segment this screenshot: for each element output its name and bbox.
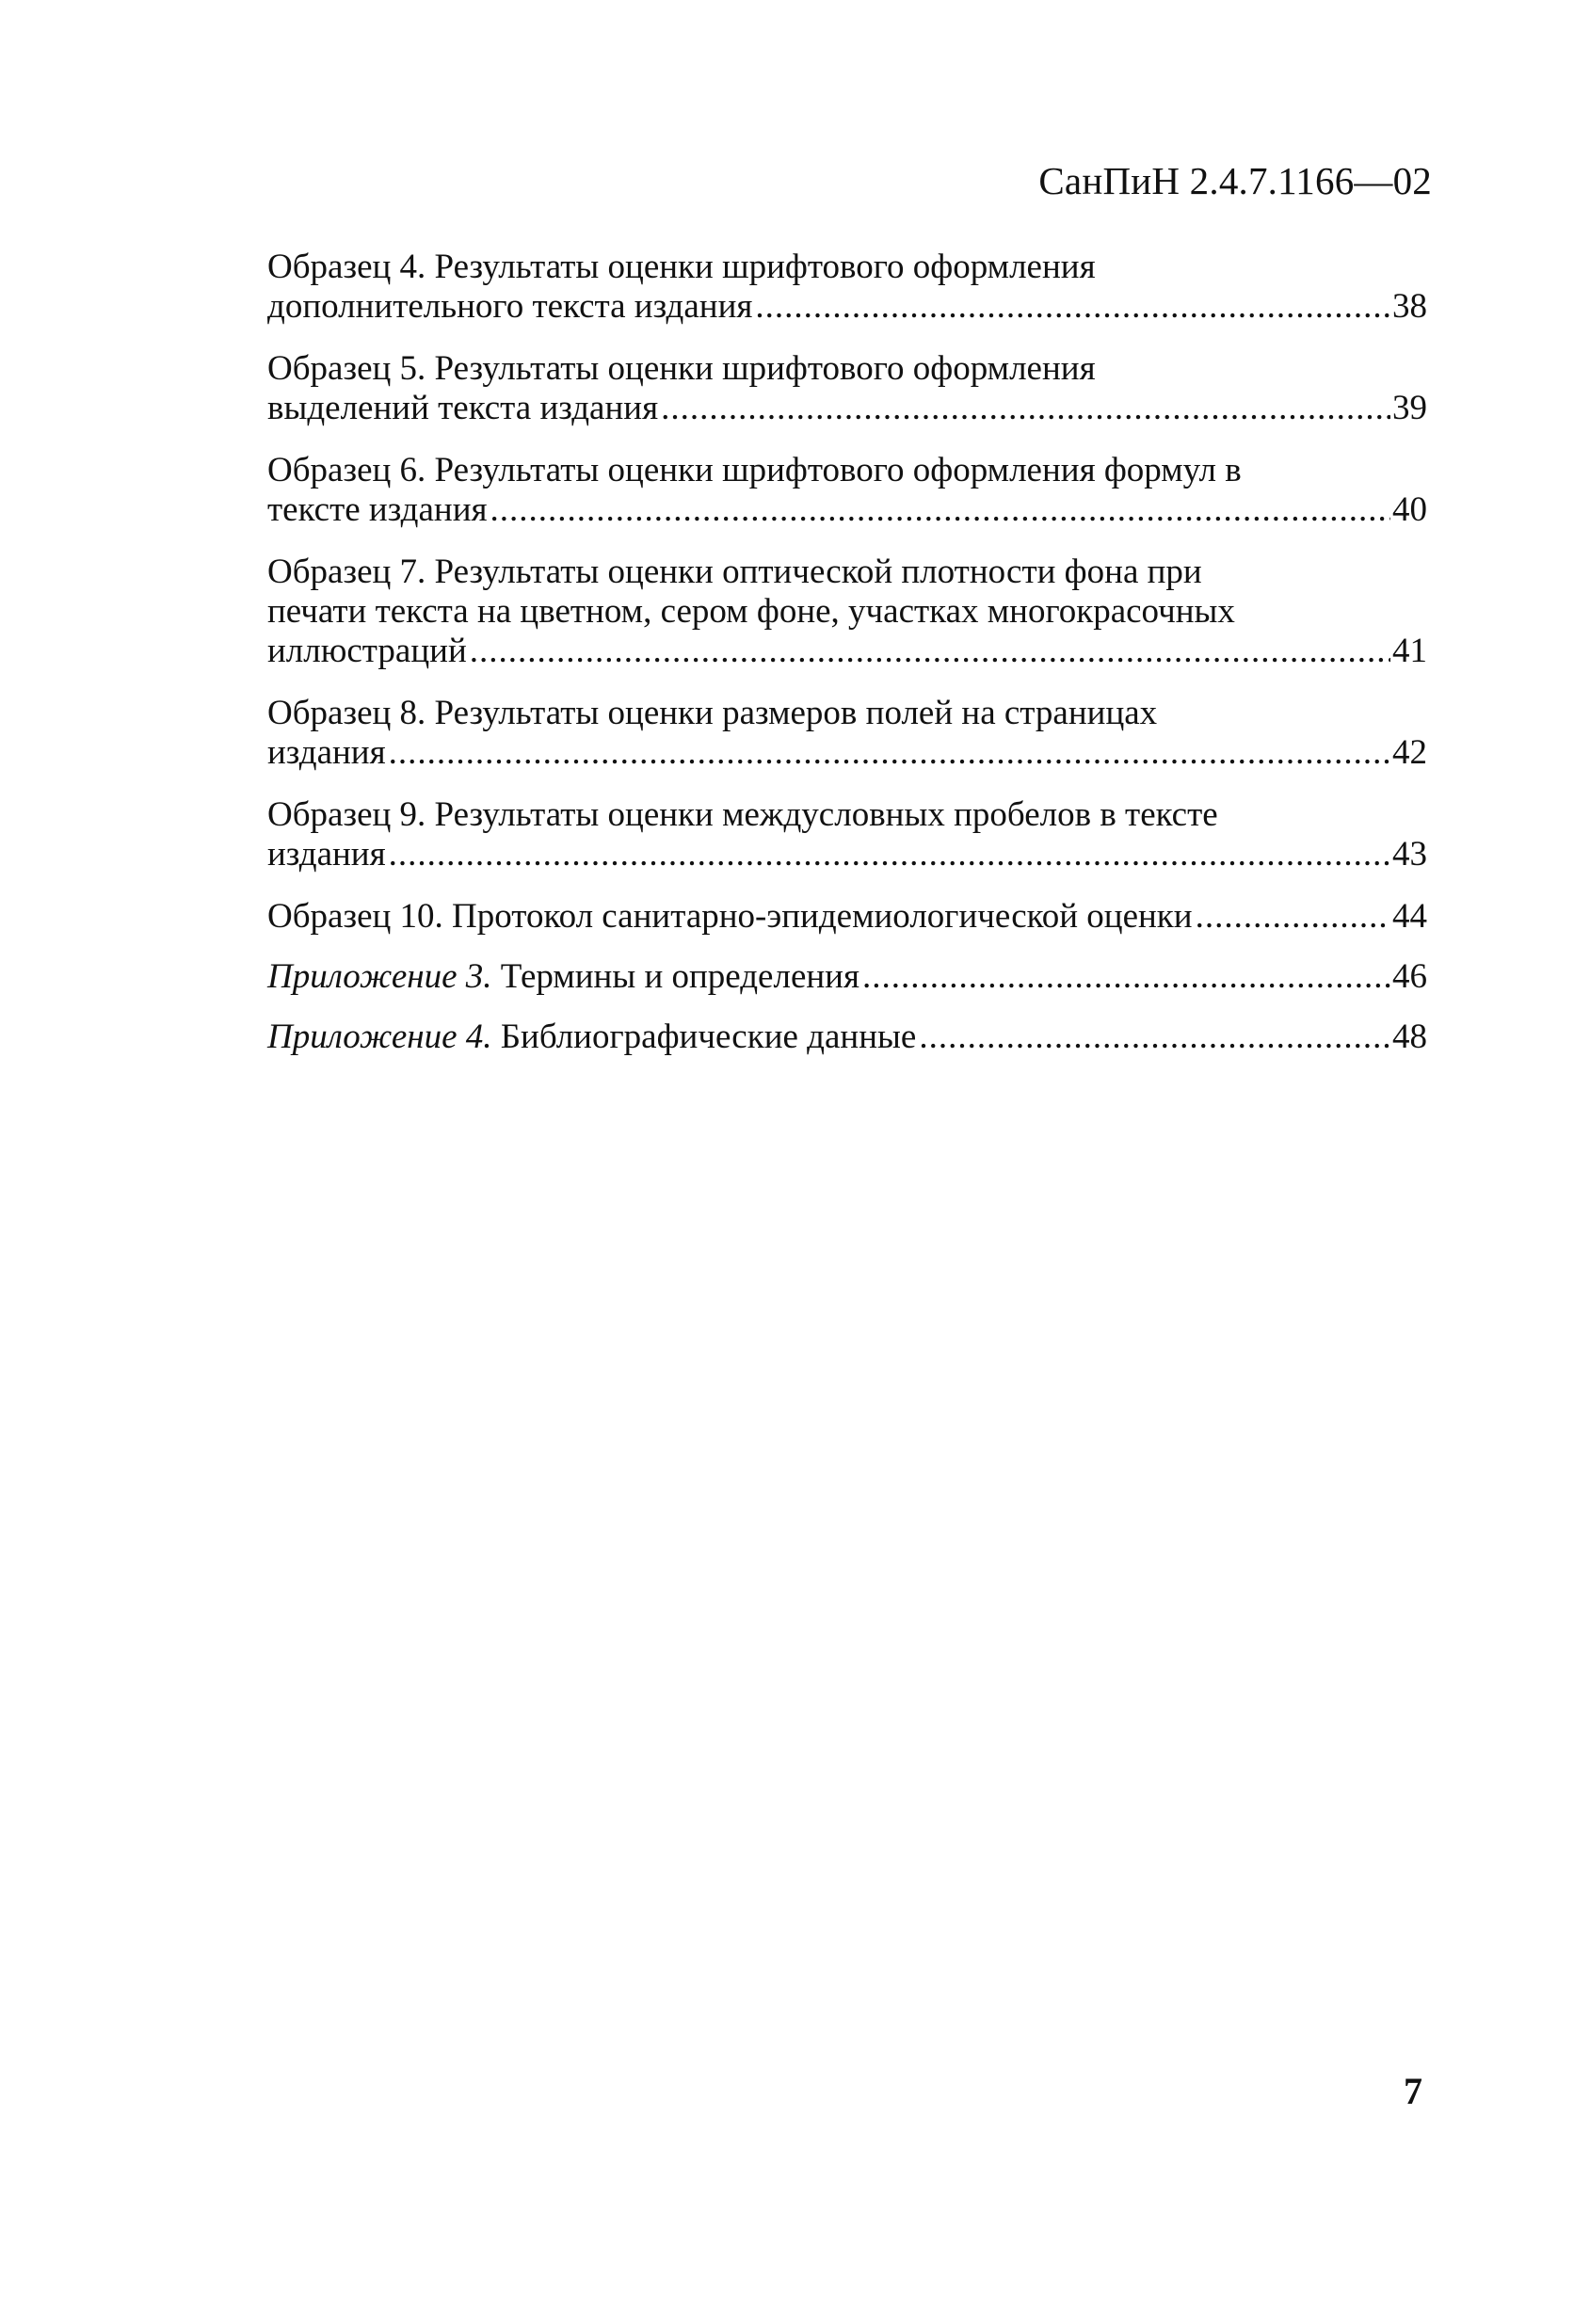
dot-leader xyxy=(755,287,1390,327)
toc-entry-last-line xyxy=(267,897,1427,937)
dot-leader xyxy=(862,957,1390,997)
toc-entry-title-end: тексте издания xyxy=(267,490,488,529)
dot-leader xyxy=(470,632,1390,671)
toc-page-number: 46 xyxy=(1392,957,1427,996)
toc-page-number: 44 xyxy=(1392,897,1427,936)
toc-entry-title-line: Образец 9. Результаты оценки междусловных пробелов в тексте xyxy=(267,795,1218,834)
toc-entry-title-end: иллюстраций xyxy=(267,632,467,670)
toc-entry-last-line xyxy=(267,835,1427,874)
toc-entry-last-line xyxy=(267,733,1427,773)
toc-page-number: 43 xyxy=(1392,835,1427,874)
toc-entry-title-line: Образец 6. Результаты оценки шрифтового оформления формул в xyxy=(267,451,1242,489)
toc-entry-title-end: издания xyxy=(267,835,386,874)
toc-entry-sample-5[interactable] xyxy=(267,349,1427,428)
table-of-contents xyxy=(267,248,1427,1078)
toc-entry-appendix-3[interactable] xyxy=(267,957,1427,997)
dot-leader xyxy=(1196,897,1390,937)
toc-entry-sample-9[interactable] xyxy=(267,795,1427,874)
toc-page-number: 48 xyxy=(1392,1018,1427,1056)
dot-leader xyxy=(661,389,1390,428)
toc-entry-title-end: дополнительного текста издания xyxy=(267,287,753,326)
appendix-label: Приложение 4. xyxy=(267,1018,492,1056)
dot-leader xyxy=(389,835,1390,874)
toc-page-number: 42 xyxy=(1392,733,1427,772)
page-number: 7 xyxy=(1404,2070,1422,2112)
dot-leader xyxy=(919,1018,1390,1057)
appendix-label: Приложение 3. xyxy=(267,957,492,996)
toc-entry-last-line xyxy=(267,287,1427,327)
toc-entry-sample-6[interactable] xyxy=(267,451,1427,530)
toc-entry-last-line xyxy=(267,490,1427,530)
toc-entry-title-end: выделений текста издания xyxy=(267,389,659,427)
toc-page-number: 38 xyxy=(1392,287,1427,326)
toc-entry-title-line: Образец 4. Результаты оценки шрифтового оформления xyxy=(267,248,1096,286)
toc-entry-sample-8[interactable] xyxy=(267,694,1427,773)
toc-entry-title-end xyxy=(267,957,859,997)
toc-entry-sample-4[interactable] xyxy=(267,248,1427,327)
toc-entry-title-line: Образец 5. Результаты оценки шрифтового оформления xyxy=(267,349,1096,388)
toc-entry-title-end: Образец 10. Протокол санитарно-эпидемиологической оценки xyxy=(267,897,1193,936)
toc-page-number: 39 xyxy=(1392,389,1427,427)
toc-page-number: 40 xyxy=(1392,490,1427,529)
toc-entry-title-line: Образец 7. Результаты оценки оптической плотности фона при xyxy=(267,553,1202,591)
toc-entry-title-line: Образец 8. Результаты оценки размеров полей на страницах xyxy=(267,694,1158,732)
toc-entry-last-line xyxy=(267,1018,1427,1057)
dot-leader xyxy=(490,490,1390,530)
toc-entry-title-end: издания xyxy=(267,733,386,772)
toc-entry-sample-7[interactable] xyxy=(267,553,1427,671)
toc-entry-title-line: печати текста на цветном, сером фоне, участках многокрасочных xyxy=(267,592,1235,631)
document-code-header: СанПиН 2.4.7.1166—02 xyxy=(1038,159,1432,202)
toc-entry-last-line xyxy=(267,389,1427,428)
toc-entry-appendix-4[interactable] xyxy=(267,1018,1427,1057)
toc-entry-title-end xyxy=(267,1018,916,1057)
toc-entry-last-line xyxy=(267,957,1427,997)
toc-entry-last-line xyxy=(267,632,1427,671)
toc-page-number: 41 xyxy=(1392,632,1427,670)
appendix-title: Термины и определения xyxy=(500,957,859,996)
toc-entry-sample-10[interactable] xyxy=(267,897,1427,937)
dot-leader xyxy=(389,733,1390,773)
appendix-title: Библиографические данные xyxy=(500,1018,917,1056)
